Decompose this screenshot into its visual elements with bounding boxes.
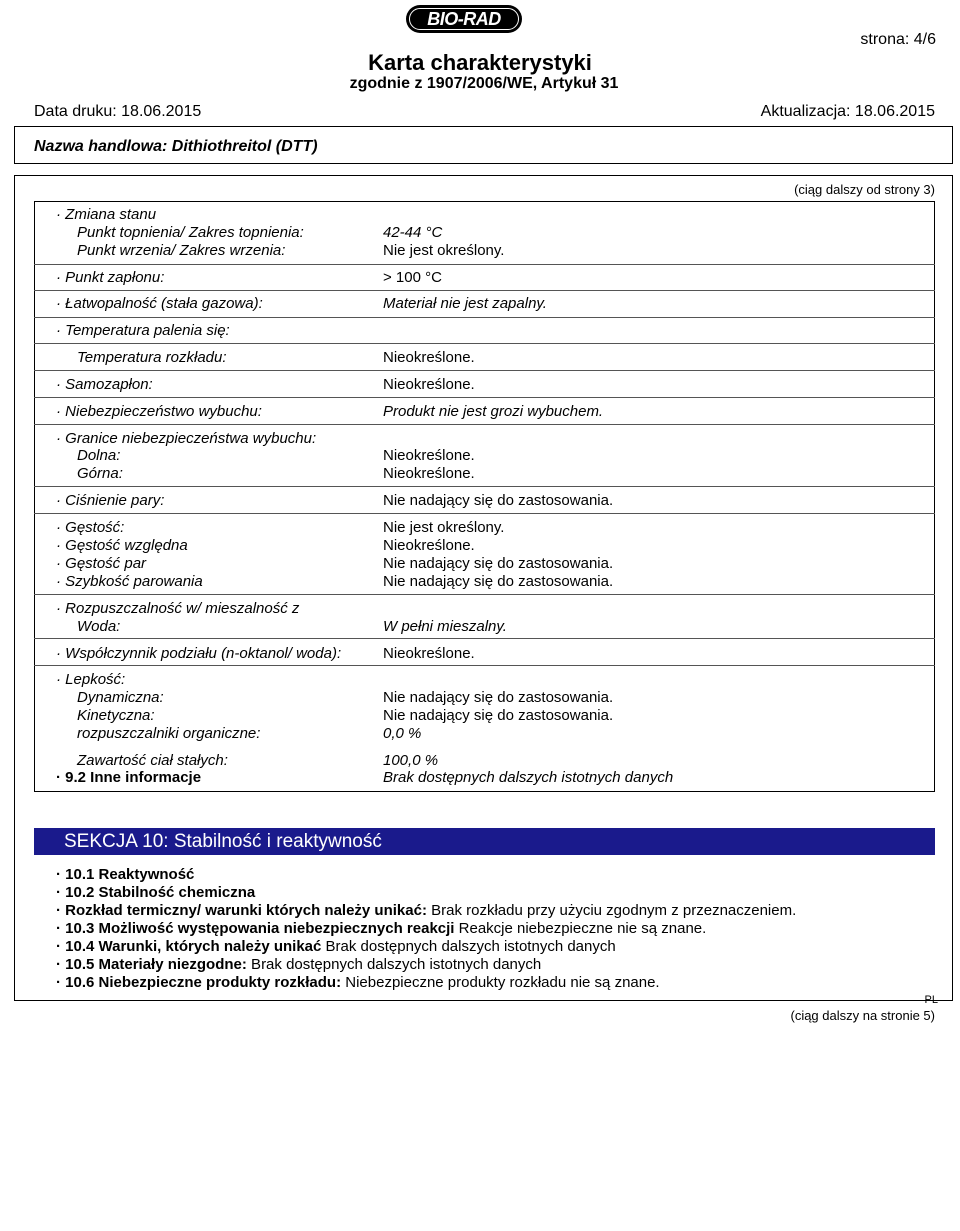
row-separator	[34, 486, 935, 487]
decomposition-temperature-value: Nieokreślone.	[383, 349, 475, 366]
row-separator	[34, 343, 935, 344]
solubility-label: · Rozpuszczalność w/ mieszalność z	[56, 600, 300, 617]
evaporation-rate-label: · Szybkość parowania	[56, 573, 203, 590]
decomposition-products-row	[56, 974, 660, 991]
water-value: W pełni mieszalny.	[383, 618, 507, 635]
document-subtitle: zgodnie z 1907/2006/WE, Artykuł 31	[349, 75, 619, 92]
kinematic-viscosity-value: Nie nadający się do zastosowania.	[383, 707, 614, 724]
row-separator	[34, 397, 935, 398]
header-left-border	[14, 126, 15, 164]
water-label: Woda:	[77, 618, 121, 635]
kinematic-viscosity-label: Kinetyczna:	[77, 707, 155, 724]
decomposition-temperature-label: Temperatura rozkładu:	[77, 349, 227, 366]
flammability-value: Materiał nie jest zapalny.	[383, 295, 547, 312]
upper-limit-label: Górna:	[77, 465, 123, 482]
chemical-stability-label: · 10.2 Stabilność chemiczna	[56, 884, 256, 901]
header-rule	[14, 126, 953, 127]
row-separator	[34, 638, 935, 639]
continued-from: (ciąg dalszy od strony 3)	[794, 182, 935, 197]
melting-point-label: Punkt topnienia/ Zakres topnienia:	[77, 224, 304, 241]
frame-bottom	[14, 1000, 953, 1001]
thermal-decomposition-row	[56, 902, 796, 919]
flash-point-value: > 100 °C	[383, 269, 442, 286]
row-separator	[34, 317, 935, 318]
density-value: Nie jest określony.	[383, 519, 505, 536]
trade-name: Nazwa handlowa: Dithiothreitol (DTT)	[34, 138, 318, 155]
viscosity-label: · Lepkość:	[56, 671, 126, 688]
props-box-bottom	[34, 791, 935, 792]
explosion-danger-value: Produkt nie jest grozi wybuchem.	[383, 403, 604, 420]
partition-coefficient-label: · Współczynnik podziału (n-oktanol/ woda):	[56, 645, 342, 662]
autoignition-label: · Samozapłon:	[56, 376, 153, 393]
conditions-to-avoid-label: · 10.4 Warunki, których należy unikać	[56, 938, 322, 955]
boiling-point-label: Punkt wrzenia/ Zakres wrzenia:	[77, 242, 286, 259]
vapour-pressure-value: Nie nadający się do zastosowania.	[383, 492, 614, 509]
decomposition-products-label: · 10.6 Niebezpieczne produkty rozkładu:	[56, 974, 342, 991]
decomposition-products-value: Niebezpieczne produkty rozkładu nie są znane.	[341, 974, 660, 991]
section-10-header	[34, 828, 935, 855]
hazardous-reactions-label: · 10.3 Możliwość występowania niebezpiecznych reakcji	[56, 920, 455, 937]
incompatible-materials-label: · 10.5 Materiały niezgodne:	[56, 956, 247, 973]
organic-solvents-value: 0,0 %	[383, 725, 422, 742]
organic-solvents-label: rozpuszczalniki organiczne:	[77, 725, 261, 742]
vapour-pressure-label: · Ciśnienie pary:	[56, 492, 165, 509]
row-separator	[34, 594, 935, 595]
dynamic-viscosity-label: Dynamiczna:	[77, 689, 164, 706]
row-separator	[34, 513, 935, 514]
page-number: strona: 4/6	[860, 31, 936, 48]
vapour-density-label: · Gęstość par	[56, 555, 147, 572]
hazardous-reactions-row	[56, 920, 706, 937]
frame-top	[14, 175, 953, 176]
relative-density-label: · Gęstość względna	[56, 537, 188, 554]
other-information-value: Brak dostępnych dalszych istotnych danych	[383, 769, 674, 786]
hazardous-reactions-value: Reakcje niebezpieczne nie są znane.	[454, 920, 707, 937]
document-title: Karta charakterystyki	[368, 50, 592, 75]
header-right-border	[952, 126, 953, 164]
flammability-label: · Łatwopalność (stała gazowa):	[56, 295, 263, 312]
explosion-danger-label: · Niebezpieczeństwo wybuchu:	[56, 403, 262, 420]
autoignition-value: Nieokreślone.	[383, 376, 475, 393]
props-box-top	[34, 201, 935, 202]
relative-density-value: Nieokreślone.	[383, 537, 475, 554]
trade-name-rule	[14, 163, 953, 164]
continued-to: (ciąg dalszy na stronie 5)	[790, 1008, 935, 1023]
row-separator	[34, 264, 935, 265]
incompatible-materials-value: Brak dostępnych dalszych istotnych danych	[246, 956, 542, 973]
explosion-limits-label: · Granice niebezpieczeństwa wybuchu:	[56, 430, 317, 447]
other-information-label: · 9.2 Inne informacje	[56, 769, 202, 786]
section-10-title: SEKCJA 10: Stabilność i reaktywność	[64, 831, 382, 852]
reactivity-label: · 10.1 Reaktywność	[56, 866, 195, 883]
flash-point-label: · Punkt zapłonu:	[56, 269, 165, 286]
update-date: Aktualizacja: 18.06.2015	[760, 103, 935, 120]
frame-right	[952, 175, 953, 1001]
density-label: · Gęstość:	[56, 519, 125, 536]
lower-limit-value: Nieokreślone.	[383, 447, 475, 464]
ignition-temperature-label: · Temperatura palenia się:	[56, 322, 230, 339]
language-code: PL	[924, 994, 938, 1006]
frame-left	[14, 175, 15, 1001]
thermal-decomposition-label: · Rozkład termiczny/ warunki których należy unikać:	[56, 902, 427, 919]
solids-content-label: Zawartość ciał stałych:	[77, 752, 228, 769]
partition-coefficient-value: Nieokreślone.	[383, 645, 475, 662]
row-separator	[34, 424, 935, 425]
logo-text: BIO-RAD	[409, 8, 519, 30]
dynamic-viscosity-value: Nie nadający się do zastosowania.	[383, 689, 614, 706]
state-change-label: · Zmiana stanu	[56, 206, 157, 223]
incompatible-materials-row	[56, 956, 541, 973]
melting-point-value: 42-44 °C	[383, 224, 443, 241]
boiling-point-value: Nie jest określony.	[383, 242, 505, 259]
upper-limit-value: Nieokreślone.	[383, 465, 475, 482]
solids-content-value: 100,0 %	[383, 752, 439, 769]
evaporation-rate-value: Nie nadający się do zastosowania.	[383, 573, 614, 590]
row-separator	[34, 290, 935, 291]
conditions-to-avoid-row	[56, 938, 616, 955]
lower-limit-label: Dolna:	[77, 447, 121, 464]
bio-rad-logo	[406, 5, 522, 33]
conditions-to-avoid-value: Brak dostępnych dalszych istotnych danych	[321, 938, 616, 955]
row-separator	[34, 370, 935, 371]
vapour-density-value: Nie nadający się do zastosowania.	[383, 555, 614, 572]
thermal-decomposition-value: Brak rozkładu przy użyciu zgodnym z przeznaczeniem.	[426, 902, 797, 919]
print-date: Data druku: 18.06.2015	[34, 103, 202, 120]
row-separator	[34, 665, 935, 666]
